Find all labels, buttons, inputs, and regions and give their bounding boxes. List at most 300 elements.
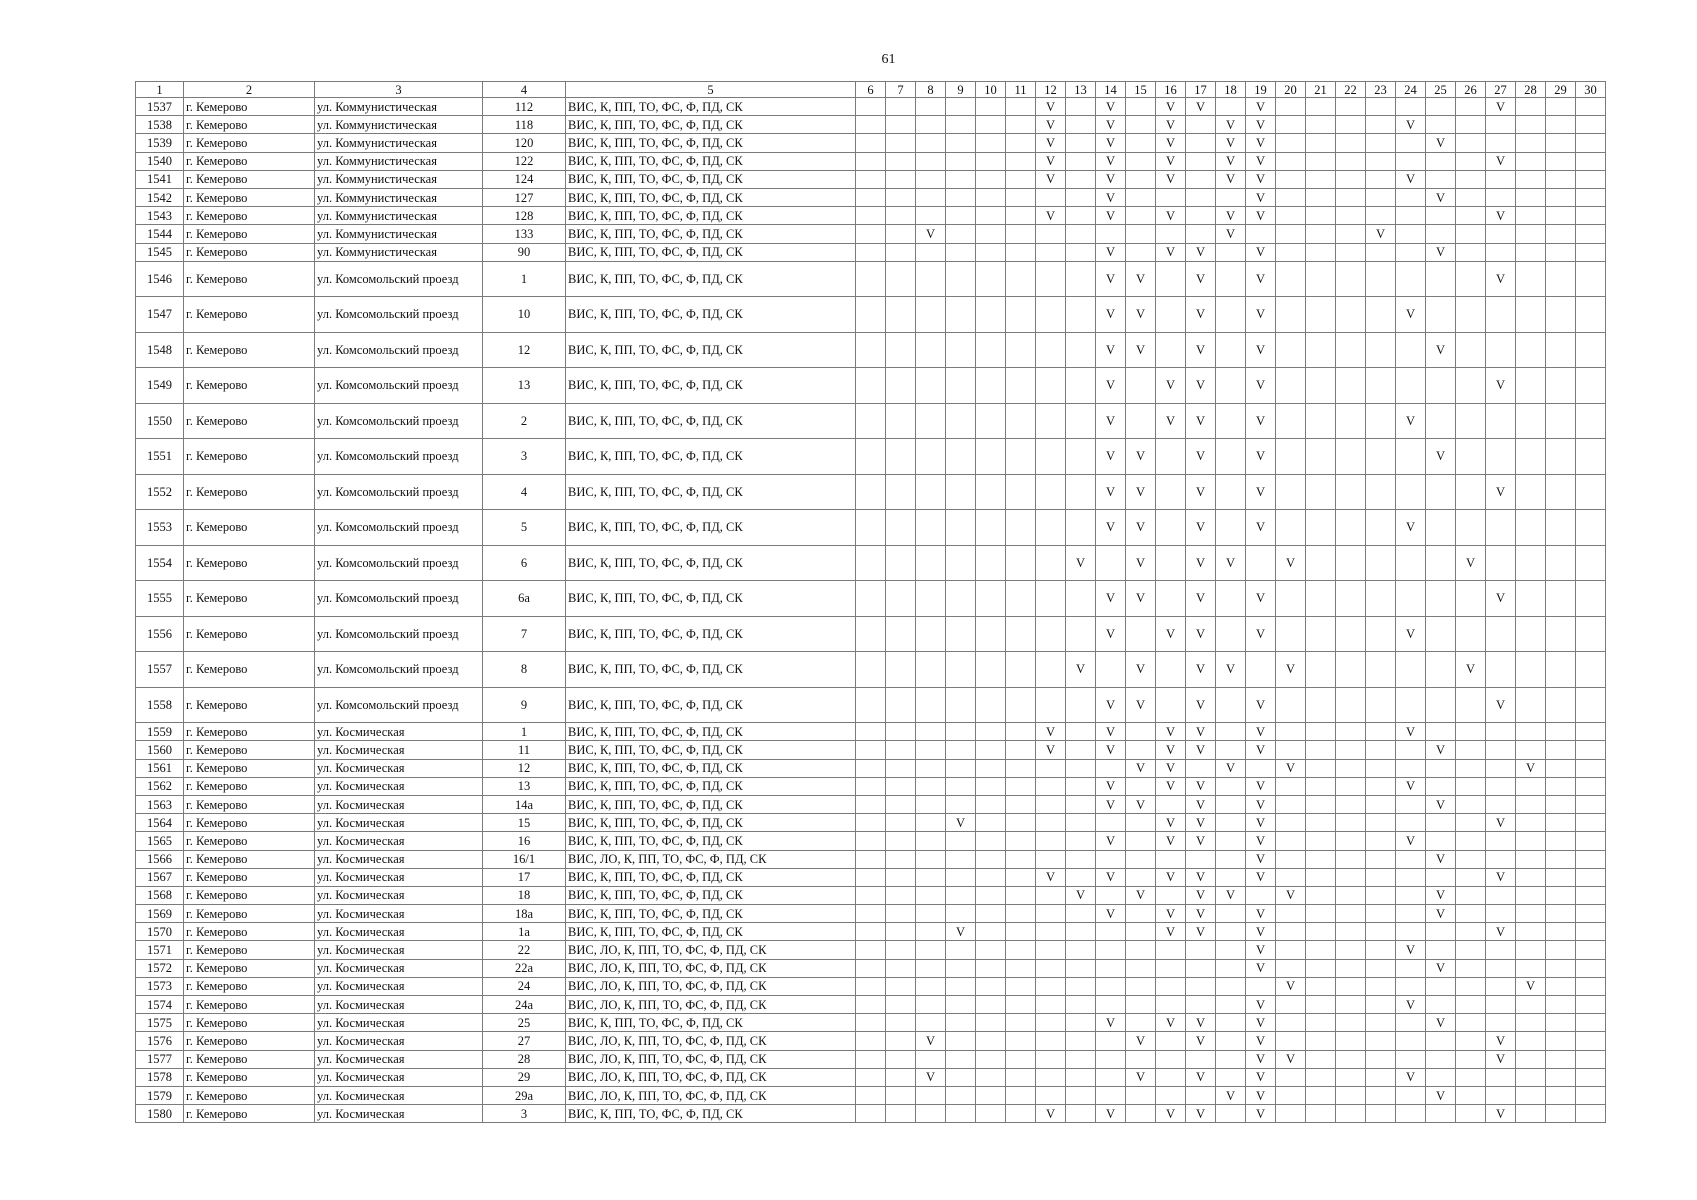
column-header: 9 [946,82,976,98]
mark-cell-col-20 [1276,1068,1306,1086]
table-row [136,868,1606,886]
mark-cell-col-14: V [1096,243,1126,261]
mark-cell-col-29 [1546,403,1576,439]
page-number: 61 [881,52,896,67]
mark-cell-col-25 [1426,923,1456,941]
mark-cell-col-29 [1546,261,1576,297]
mark-cell-col-6 [856,652,886,688]
mark-cell-col-11 [1006,98,1036,116]
mark-cell-col-8 [916,474,946,510]
mark-cell-col-19: V [1246,152,1276,170]
mark-cell-col-20 [1276,225,1306,243]
table-row [136,923,1606,941]
column-header: 25 [1426,82,1456,98]
mark-cell-col-16 [1156,795,1186,813]
mark-cell-col-6 [856,1105,886,1123]
row-number-cell: 1549 [136,368,184,404]
column-header: 3 [315,82,483,98]
row-number-cell: 1565 [136,832,184,850]
mark-cell-col-26 [1456,687,1486,723]
mark-cell-col-13 [1066,741,1096,759]
mark-cell-col-27: V [1486,368,1516,404]
mark-cell-col-11 [1006,868,1036,886]
house-cell: 122 [483,152,566,170]
row-number-cell: 1554 [136,545,184,581]
mark-cell-col-23 [1366,977,1396,995]
mark-cell-col-16 [1156,439,1186,475]
mark-cell-col-22 [1336,1105,1366,1123]
mark-cell-col-11 [1006,134,1036,152]
mark-cell-col-13 [1066,98,1096,116]
mark-cell-col-16 [1156,850,1186,868]
mark-cell-col-13 [1066,977,1096,995]
mark-cell-col-10 [976,297,1006,333]
table-row [136,98,1606,116]
street-cell: ул. Космическая [315,996,483,1014]
mark-cell-col-23 [1366,1014,1396,1032]
house-cell: 7 [483,616,566,652]
mark-cell-col-19 [1246,225,1276,243]
services-cell: ВИС, К, ПП, ТО, ФС, Ф, ПД, СК [566,297,856,333]
mark-cell-col-28 [1516,98,1546,116]
mark-cell-col-21 [1306,868,1336,886]
mark-cell-col-10 [976,261,1006,297]
mark-cell-col-15 [1126,850,1156,868]
mark-cell-col-27 [1486,795,1516,813]
mark-cell-col-15 [1126,98,1156,116]
mark-cell-col-8 [916,188,946,206]
house-cell: 124 [483,170,566,188]
mark-cell-col-9 [946,723,976,741]
mark-cell-col-9 [946,759,976,777]
mark-cell-col-7 [886,116,916,134]
mark-cell-col-21 [1306,243,1336,261]
mark-cell-col-19: V [1246,243,1276,261]
row-number-cell: 1566 [136,850,184,868]
mark-cell-col-18: V [1216,545,1246,581]
mark-cell-col-25: V [1426,188,1456,206]
mark-cell-col-21 [1306,941,1336,959]
mark-cell-col-28 [1516,510,1546,546]
mark-cell-col-28 [1516,403,1546,439]
mark-cell-col-23 [1366,996,1396,1014]
table-row [136,1086,1606,1104]
mark-cell-col-10 [976,868,1006,886]
mark-cell-col-21 [1306,1032,1336,1050]
mark-cell-col-26 [1456,759,1486,777]
mark-cell-col-29 [1546,581,1576,617]
mark-cell-col-29 [1546,832,1576,850]
mark-cell-col-12 [1036,1032,1066,1050]
mark-cell-col-27 [1486,170,1516,188]
mark-cell-col-8 [916,759,946,777]
row-number-cell: 1539 [136,134,184,152]
mark-cell-col-15 [1126,368,1156,404]
mark-cell-col-23 [1366,652,1396,688]
street-cell: ул. Коммунистическая [315,243,483,261]
mark-cell-col-13 [1066,1050,1096,1068]
mark-cell-col-15 [1126,170,1156,188]
mark-cell-col-11 [1006,723,1036,741]
mark-cell-col-6 [856,923,886,941]
mark-cell-col-8 [916,616,946,652]
mark-cell-col-9 [946,959,976,977]
mark-cell-col-23 [1366,616,1396,652]
mark-cell-col-12 [1036,297,1066,333]
mark-cell-col-19: V [1246,616,1276,652]
mark-cell-col-17: V [1186,439,1216,475]
mark-cell-col-29 [1546,723,1576,741]
mark-cell-col-6 [856,977,886,995]
mark-cell-col-27 [1486,723,1516,741]
mark-cell-col-14 [1096,1086,1126,1104]
city-cell: г. Кемерово [184,886,315,904]
mark-cell-col-20 [1276,1105,1306,1123]
mark-cell-col-19: V [1246,850,1276,868]
table-row [136,581,1606,617]
mark-cell-col-11 [1006,905,1036,923]
mark-cell-col-21 [1306,723,1336,741]
house-cell: 112 [483,98,566,116]
table-row [136,1105,1606,1123]
mark-cell-col-24 [1396,977,1426,995]
table-row [136,403,1606,439]
mark-cell-col-16: V [1156,116,1186,134]
mark-cell-col-14: V [1096,439,1126,475]
mark-cell-col-11 [1006,923,1036,941]
row-number-cell: 1576 [136,1032,184,1050]
mark-cell-col-13 [1066,723,1096,741]
mark-cell-col-24 [1396,332,1426,368]
column-header: 29 [1546,82,1576,98]
mark-cell-col-27 [1486,977,1516,995]
mark-cell-col-25 [1426,941,1456,959]
street-cell: ул. Комсомольский проезд [315,439,483,475]
mark-cell-col-23 [1366,814,1396,832]
city-cell: г. Кемерово [184,1086,315,1104]
mark-cell-col-10 [976,474,1006,510]
mark-cell-col-29 [1546,225,1576,243]
mark-cell-col-27 [1486,243,1516,261]
mark-cell-col-18 [1216,1014,1246,1032]
mark-cell-col-23 [1366,1105,1396,1123]
mark-cell-col-25: V [1426,741,1456,759]
mark-cell-col-26 [1456,1068,1486,1086]
street-cell: ул. Комсомольский проезд [315,652,483,688]
mark-cell-col-15 [1126,1050,1156,1068]
house-cell: 29а [483,1086,566,1104]
mark-cell-col-19: V [1246,581,1276,617]
services-cell: ВИС, К, ПП, ТО, ФС, Ф, ПД, СК [566,741,856,759]
mark-cell-col-20 [1276,996,1306,1014]
mark-cell-col-16 [1156,941,1186,959]
mark-cell-col-28 [1516,795,1546,813]
mark-cell-col-13 [1066,795,1096,813]
mark-cell-col-10 [976,98,1006,116]
mark-cell-col-21 [1306,777,1336,795]
mark-cell-col-19: V [1246,134,1276,152]
mark-cell-col-19: V [1246,687,1276,723]
mark-cell-col-9 [946,1105,976,1123]
mark-cell-col-17: V [1186,923,1216,941]
mark-cell-col-13 [1066,368,1096,404]
mark-cell-col-9 [946,170,976,188]
mark-cell-col-15 [1126,1014,1156,1032]
mark-cell-col-26 [1456,152,1486,170]
column-header: 18 [1216,82,1246,98]
mark-cell-col-15 [1126,243,1156,261]
column-header: 2 [184,82,315,98]
city-cell: г. Кемерово [184,188,315,206]
mark-cell-col-16 [1156,297,1186,333]
row-number-cell: 1578 [136,1068,184,1086]
mark-cell-col-14: V [1096,332,1126,368]
services-cell: ВИС, К, ПП, ТО, ФС, Ф, ПД, СК [566,868,856,886]
mark-cell-col-14: V [1096,687,1126,723]
mark-cell-col-17 [1186,116,1216,134]
mark-cell-col-18 [1216,941,1246,959]
mark-cell-col-24: V [1396,616,1426,652]
mark-cell-col-17: V [1186,777,1216,795]
table-row [136,170,1606,188]
mark-cell-col-7 [886,868,916,886]
mark-cell-col-11 [1006,403,1036,439]
mark-cell-col-18 [1216,795,1246,813]
mark-cell-col-23 [1366,403,1396,439]
mark-cell-col-14 [1096,886,1126,904]
mark-cell-col-19: V [1246,188,1276,206]
table-row [136,741,1606,759]
mark-cell-col-9 [946,741,976,759]
mark-cell-col-8 [916,996,946,1014]
mark-cell-col-26 [1456,170,1486,188]
mark-cell-col-10 [976,1105,1006,1123]
mark-cell-col-14: V [1096,98,1126,116]
mark-cell-col-30 [1576,795,1606,813]
mark-cell-col-27: V [1486,152,1516,170]
mark-cell-col-16: V [1156,723,1186,741]
services-cell: ВИС, ЛО, К, ПП, ТО, ФС, Ф, ПД, СК [566,1050,856,1068]
mark-cell-col-16: V [1156,243,1186,261]
street-cell: ул. Комсомольский проезд [315,368,483,404]
mark-cell-col-30 [1576,439,1606,475]
street-cell: ул. Комсомольский проезд [315,261,483,297]
mark-cell-col-20 [1276,152,1306,170]
mark-cell-col-15: V [1126,1032,1156,1050]
services-cell: ВИС, К, ПП, ТО, ФС, Ф, ПД, СК [566,759,856,777]
mark-cell-col-22 [1336,977,1366,995]
mark-cell-col-8 [916,795,946,813]
mark-cell-col-11 [1006,886,1036,904]
mark-cell-col-11 [1006,1086,1036,1104]
mark-cell-col-7 [886,474,916,510]
mark-cell-col-16: V [1156,616,1186,652]
city-cell: г. Кемерово [184,225,315,243]
mark-cell-col-17 [1186,188,1216,206]
mark-cell-col-7 [886,403,916,439]
mark-cell-col-7 [886,1086,916,1104]
mark-cell-col-21 [1306,98,1336,116]
street-cell: ул. Космическая [315,795,483,813]
row-number-cell: 1553 [136,510,184,546]
mark-cell-col-30 [1576,850,1606,868]
mark-cell-col-6 [856,134,886,152]
mark-cell-col-25 [1426,116,1456,134]
column-header: 15 [1126,82,1156,98]
mark-cell-col-30 [1576,616,1606,652]
mark-cell-col-29 [1546,759,1576,777]
row-number-cell: 1577 [136,1050,184,1068]
mark-cell-col-10 [976,545,1006,581]
mark-cell-col-25 [1426,1105,1456,1123]
mark-cell-col-26 [1456,777,1486,795]
mark-cell-col-7 [886,510,916,546]
mark-cell-col-16 [1156,886,1186,904]
mark-cell-col-7 [886,188,916,206]
mark-cell-col-11 [1006,814,1036,832]
mark-cell-col-9 [946,868,976,886]
mark-cell-col-12: V [1036,741,1066,759]
mark-cell-col-21 [1306,170,1336,188]
mark-cell-col-23 [1366,886,1396,904]
table-row [136,134,1606,152]
mark-cell-col-30 [1576,474,1606,510]
mark-cell-col-16: V [1156,832,1186,850]
mark-cell-col-24 [1396,1014,1426,1032]
mark-cell-col-15 [1126,403,1156,439]
street-cell: ул. Космическая [315,832,483,850]
mark-cell-col-15: V [1126,332,1156,368]
mark-cell-col-22 [1336,905,1366,923]
mark-cell-col-21 [1306,368,1336,404]
mark-cell-col-12 [1036,814,1066,832]
mark-cell-col-30 [1576,905,1606,923]
city-cell: г. Кемерово [184,368,315,404]
mark-cell-col-16: V [1156,777,1186,795]
mark-cell-col-22 [1336,759,1366,777]
mark-cell-col-27 [1486,959,1516,977]
mark-cell-col-6 [856,723,886,741]
house-cell: 4 [483,474,566,510]
column-header: 23 [1366,82,1396,98]
mark-cell-col-6 [856,795,886,813]
services-cell: ВИС, К, ПП, ТО, ФС, Ф, ПД, СК [566,616,856,652]
mark-cell-col-8 [916,868,946,886]
table-row [136,687,1606,723]
city-cell: г. Кемерово [184,170,315,188]
mark-cell-col-29 [1546,207,1576,225]
mark-cell-col-29 [1546,1086,1576,1104]
mark-cell-col-12 [1036,1068,1066,1086]
mark-cell-col-8 [916,814,946,832]
house-cell: 13 [483,368,566,404]
mark-cell-col-9 [946,616,976,652]
mark-cell-col-22 [1336,134,1366,152]
mark-cell-col-30 [1576,886,1606,904]
mark-cell-col-23 [1366,1032,1396,1050]
house-cell: 127 [483,188,566,206]
mark-cell-col-25: V [1426,439,1456,475]
city-cell: г. Кемерово [184,652,315,688]
mark-cell-col-9 [946,116,976,134]
mark-cell-col-6 [856,474,886,510]
mark-cell-col-13 [1066,439,1096,475]
mark-cell-col-28 [1516,923,1546,941]
mark-cell-col-12: V [1036,1105,1066,1123]
mark-cell-col-15 [1126,152,1156,170]
mark-cell-col-21 [1306,905,1336,923]
mark-cell-col-28 [1516,225,1546,243]
row-number-cell: 1568 [136,886,184,904]
mark-cell-col-10 [976,332,1006,368]
mark-cell-col-19: V [1246,905,1276,923]
mark-cell-col-14 [1096,996,1126,1014]
mark-cell-col-26 [1456,996,1486,1014]
mark-cell-col-22 [1336,1068,1366,1086]
mark-cell-col-29 [1546,116,1576,134]
house-cell: 28 [483,1050,566,1068]
mark-cell-col-28: V [1516,977,1546,995]
table-row [136,474,1606,510]
mark-cell-col-7 [886,886,916,904]
mark-cell-col-22 [1336,152,1366,170]
mark-cell-col-13 [1066,134,1096,152]
house-cell: 128 [483,207,566,225]
row-number-cell: 1552 [136,474,184,510]
mark-cell-col-8 [916,741,946,759]
mark-cell-col-19: V [1246,1050,1276,1068]
mark-cell-col-29 [1546,905,1576,923]
column-header: 30 [1576,82,1606,98]
mark-cell-col-8 [916,98,946,116]
street-cell: ул. Комсомольский проезд [315,510,483,546]
table-row [136,243,1606,261]
mark-cell-col-9 [946,905,976,923]
mark-cell-col-15 [1126,923,1156,941]
services-cell: ВИС, ЛО, К, ПП, ТО, ФС, Ф, ПД, СК [566,1086,856,1104]
mark-cell-col-29 [1546,977,1576,995]
mark-cell-col-9 [946,545,976,581]
mark-cell-col-28 [1516,723,1546,741]
mark-cell-col-15 [1126,741,1156,759]
house-cell: 17 [483,868,566,886]
mark-cell-col-13 [1066,759,1096,777]
mark-cell-col-14: V [1096,616,1126,652]
mark-cell-col-6 [856,905,886,923]
mark-cell-col-18: V [1216,116,1246,134]
mark-cell-col-25 [1426,98,1456,116]
street-cell: ул. Коммунистическая [315,152,483,170]
mark-cell-col-6 [856,98,886,116]
row-number-cell: 1545 [136,243,184,261]
mark-cell-col-17: V [1186,243,1216,261]
mark-cell-col-11 [1006,170,1036,188]
mark-cell-col-12 [1036,850,1066,868]
mark-cell-col-29 [1546,510,1576,546]
mark-cell-col-19: V [1246,795,1276,813]
mark-cell-col-24: V [1396,297,1426,333]
mark-cell-col-27 [1486,886,1516,904]
mark-cell-col-19: V [1246,116,1276,134]
mark-cell-col-24 [1396,905,1426,923]
mark-cell-col-12 [1036,923,1066,941]
mark-cell-col-21 [1306,510,1336,546]
mark-cell-col-17 [1186,1086,1216,1104]
house-cell: 25 [483,1014,566,1032]
mark-cell-col-21 [1306,977,1336,995]
services-cell: ВИС, К, ПП, ТО, ФС, Ф, ПД, СК [566,368,856,404]
mark-cell-col-23 [1366,439,1396,475]
